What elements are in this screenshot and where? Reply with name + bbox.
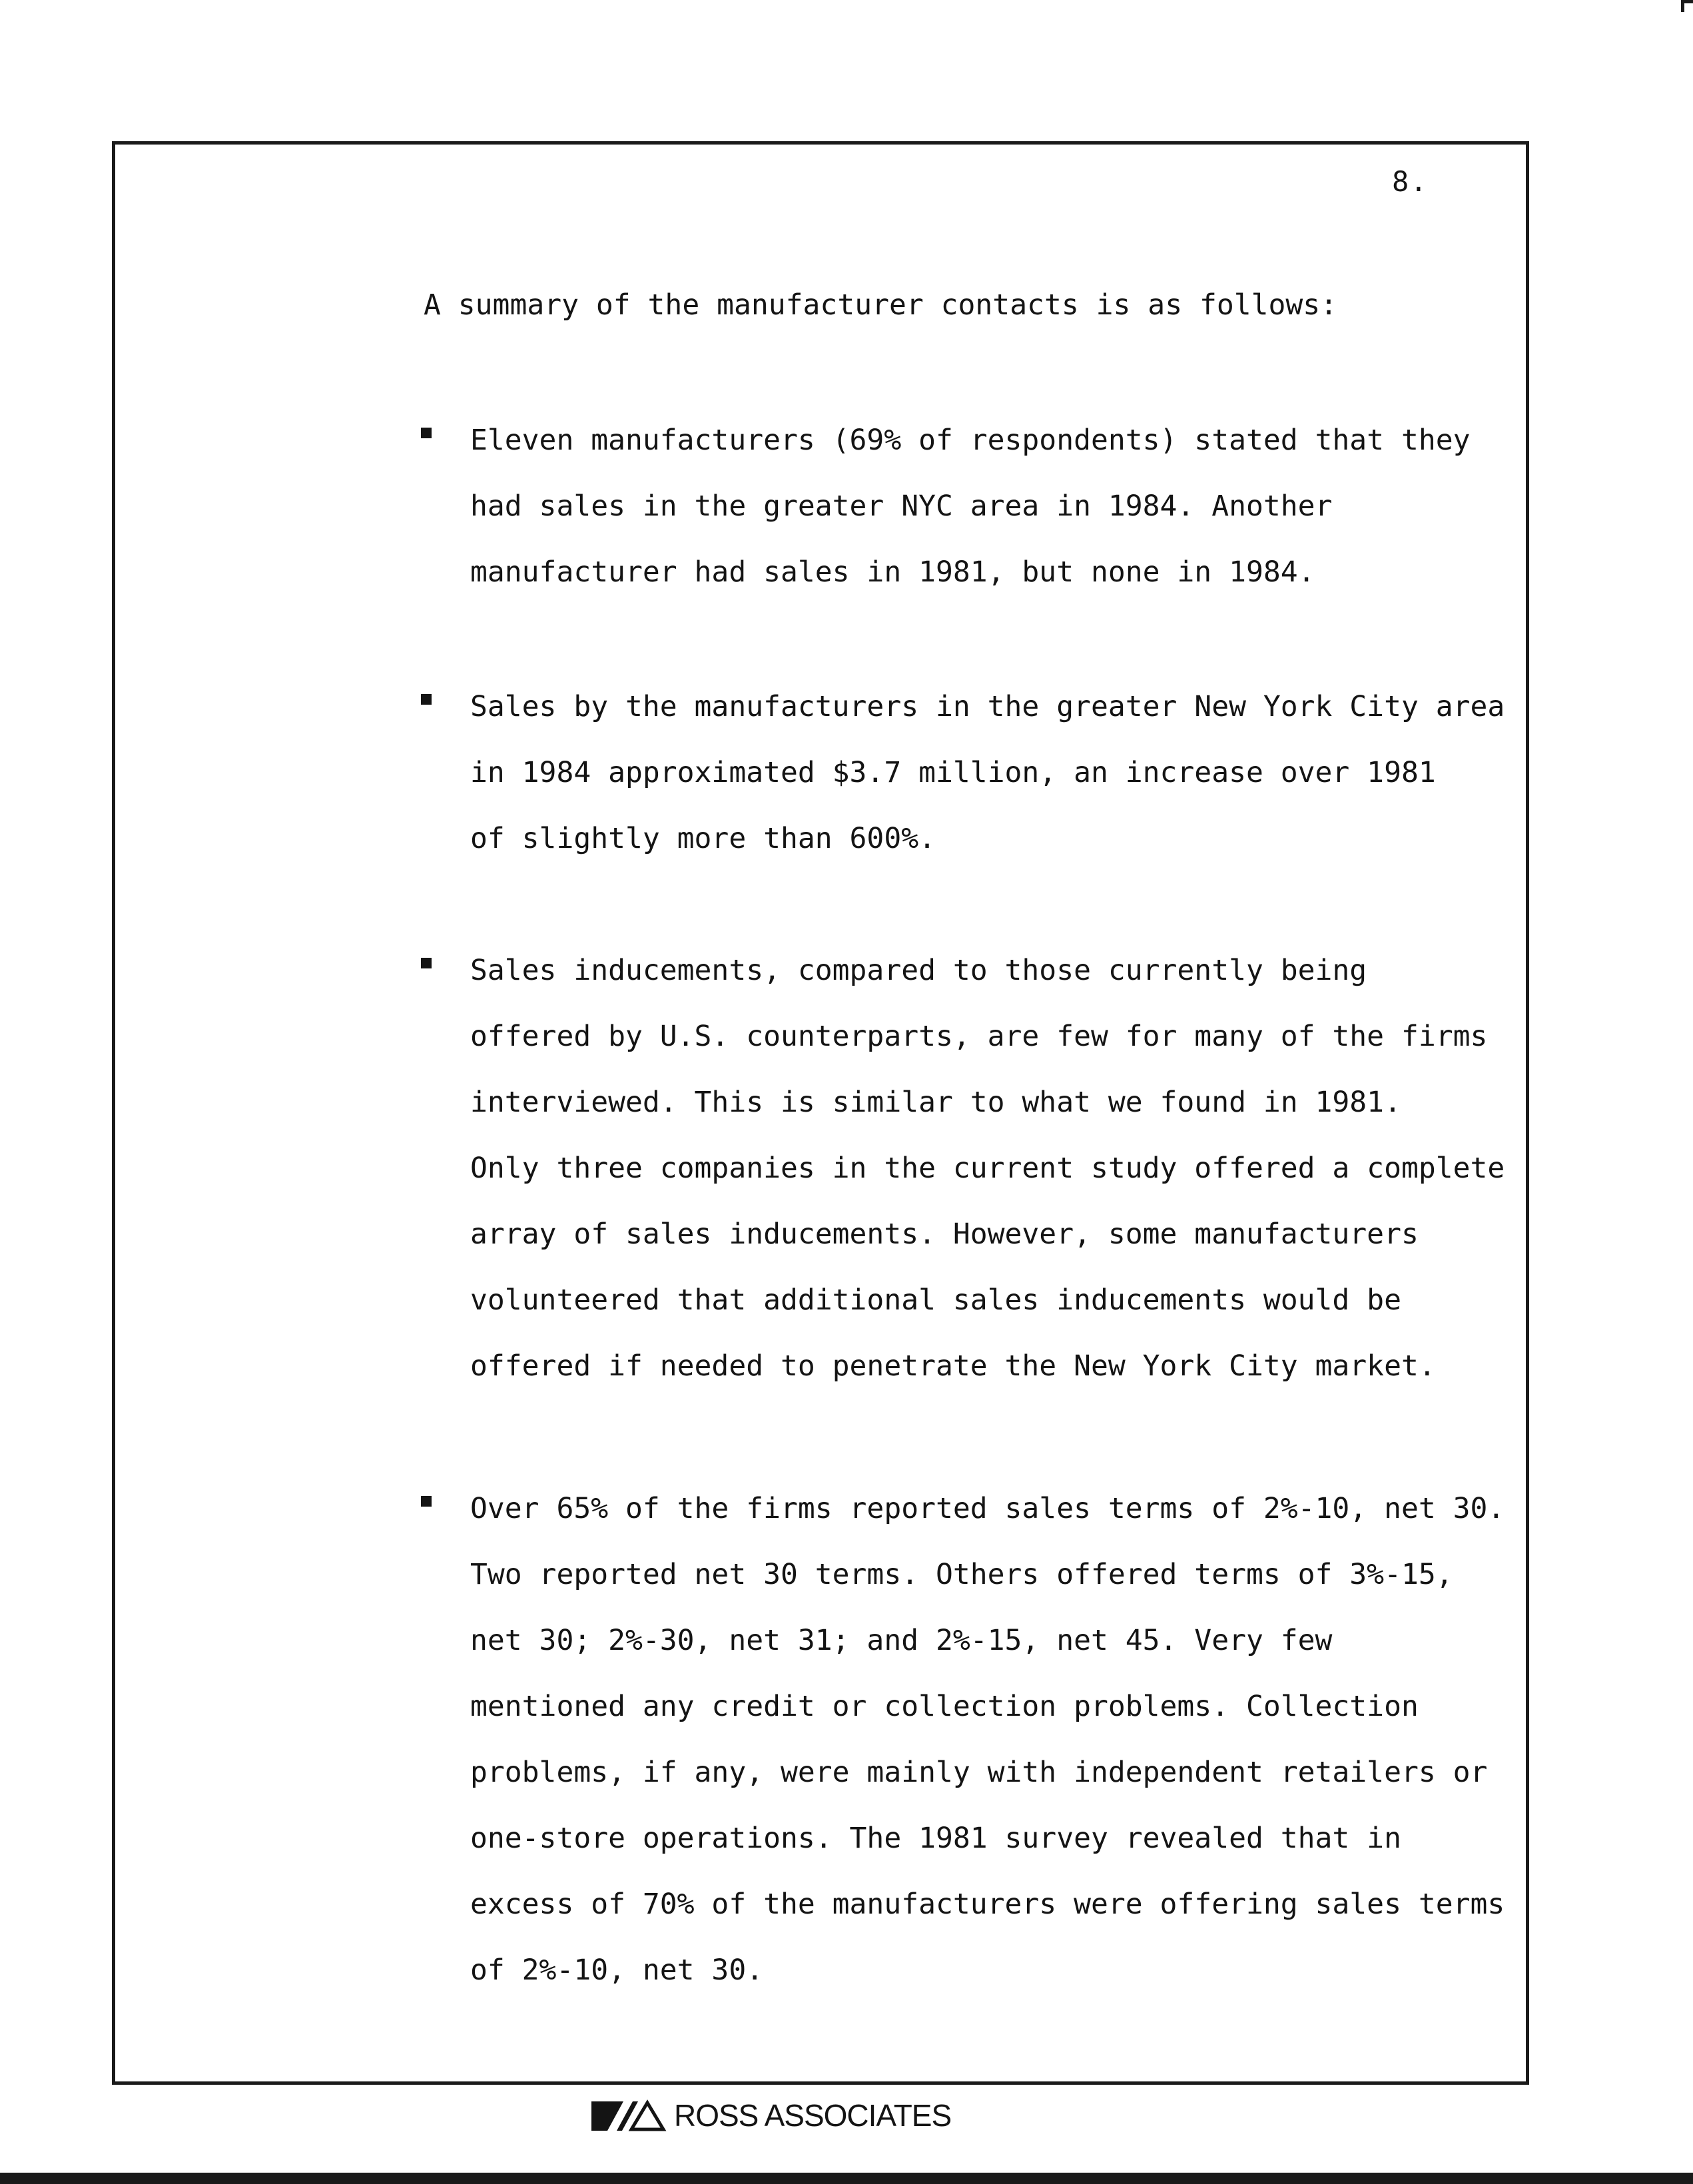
bullet-text: Sales inducements, compared to those currently being offered by U.S. counterparts, are few for many of the firms interviewed. This is similar to what we found in 1981. Only three companies in the current study offered a complete array of sales inducements. However, some manufacturers volunteered that additional sales inducements would be offered if needed to penetrate the New York City market. — [470, 954, 1505, 1383]
bullet-text: Eleven manufacturers (69% of respondents) stated that they had sales in the greater NYC area in 1984. Another manufacturer had sales in 1981, but none in 1984. — [470, 424, 1471, 589]
scan-corner-mark — [1681, 0, 1693, 12]
ross-associates-logo-icon — [590, 2099, 669, 2132]
intro-sentence: A summary of the manufacturer contacts is as follows: — [424, 288, 1338, 322]
bullet-text: Sales by the manufacturers in the greater New York City area in 1984 approximated $3.7 million, an increase over 1981 of slightly more than 600%. — [470, 690, 1505, 855]
page-number: 8. — [1392, 165, 1429, 198]
square-bullet-icon — [421, 958, 432, 968]
bullet-item — [413, 1476, 1505, 2003]
company-name: ROSS ASSOCIATES — [674, 2098, 952, 2133]
square-bullet-icon — [421, 1496, 432, 1507]
footer — [590, 2097, 951, 2134]
square-bullet-icon — [421, 694, 432, 705]
bullet-item — [413, 408, 1505, 605]
bullet-item — [413, 674, 1505, 872]
bullet-item — [413, 938, 1505, 1399]
scan-bottom-edge — [0, 2173, 1693, 2184]
bullet-text: Over 65% of the firms reported sales terms of 2%-10, net 30. Two reported net 30 terms. Others offered terms of 3%-15, net 30; 2%-30, net 31; and 2%-15, net 45. Very few mentioned any credit or collection problems. Collection problems, if any, were mainly with independent retailers or one-store operations. The 1981 survey revealed that in excess of 70% of the manufacturers were offering sales terms of 2%-10, net 30. — [470, 1492, 1505, 1987]
square-bullet-icon — [421, 428, 432, 438]
